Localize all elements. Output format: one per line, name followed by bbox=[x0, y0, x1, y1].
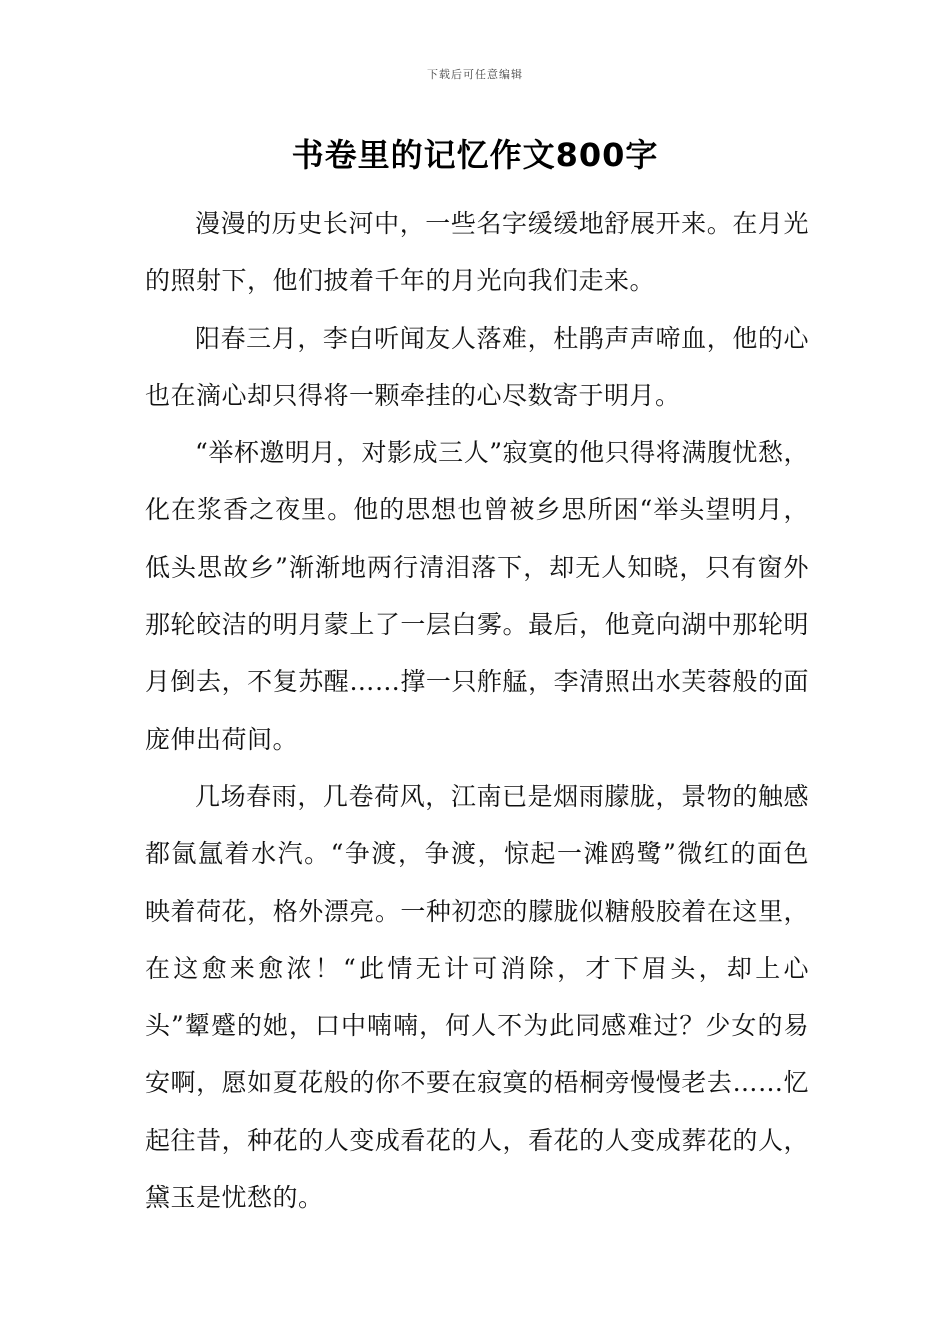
paragraph-4: 几场春雨，几卷荷风，江南已是烟雨朦胧，景物的触感都氤氲着水汽。“争渡，争渡，惊起一滩鸥鹭”微红的面色映着荷花，格外漂亮。一种初恋的朦胧似糖般胶着在这里，在这愈来愈浓！“此情无计可消除，才下眉头，却上心头”颦蹙的她，口中喃喃，何人不为此同感难过？少女的易安啊，愿如夏花般的你不要在寂寞的梧桐旁慢慢老去……忆起往昔，种花的人变成看花的人，看花的人变成葬花的人，黛玉是忧愁的。 bbox=[145, 781, 809, 1213]
document-body bbox=[145, 195, 809, 1226]
paragraph-3: “举杯邀明月，对影成三人”寂寞的他只得将满腹忧愁，化在浆香之夜里。他的思想也曾被乡思所困“举头望明月，低头思故乡”渐渐地两行清泪落下，却无人知晓，只有窗外那轮皎洁的明月蒙上了一层白雾。最后，他竟向湖中那轮明月倒去，不复苏醒……撑一只舴艋，李清照出水芙蓉般的面庞伸出荷间。 bbox=[145, 438, 809, 754]
paragraph-1: 漫漫的历史长河中，一些名字缓缓地舒展开来。在月光的照射下，他们披着千年的月光向我们走来。 bbox=[145, 209, 809, 296]
paragraph-2: 阳春三月，李白听闻友人落难，杜鹃声声啼血，他的心也在滴心却只得将一颗牵挂的心尽数寄于明月。 bbox=[145, 323, 809, 410]
header-note: 下载后可任意编辑 bbox=[427, 68, 523, 81]
document-title: 书卷里的记忆作文800字 bbox=[291, 136, 659, 174]
